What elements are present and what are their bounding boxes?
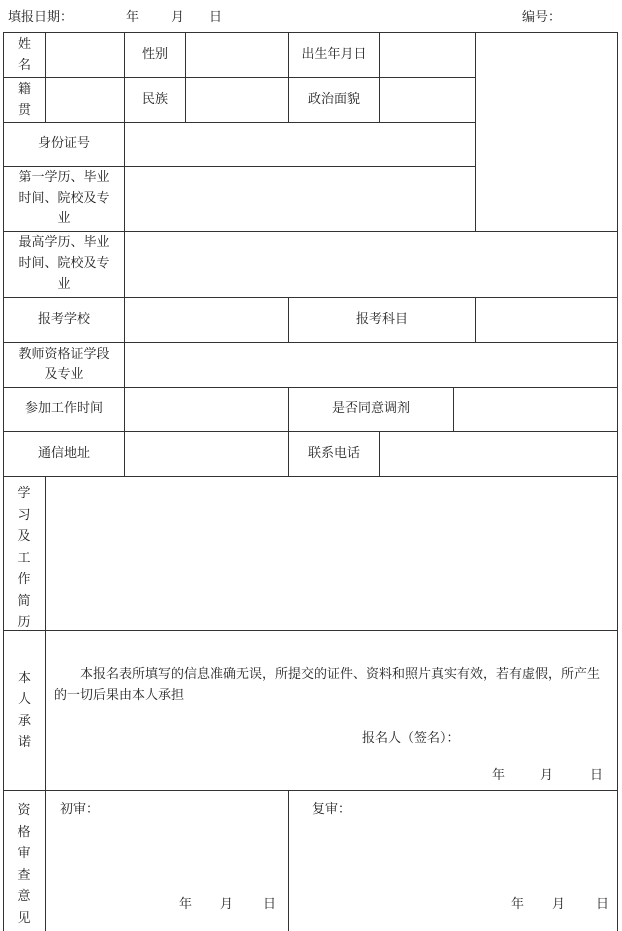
applied-subject-label-cell — [288, 297, 475, 342]
accept-transfer-label: 是否同意调剂 — [331, 401, 410, 417]
name-label-cell — [3, 32, 45, 77]
native-place-label: 籍贯 — [17, 81, 31, 118]
ethnicity-field[interactable] — [185, 77, 288, 122]
initial-review-cell[interactable] — [45, 790, 288, 931]
highest-education-field[interactable] — [124, 231, 618, 297]
political-status-label: 政治面貌 — [307, 91, 360, 107]
recheck-review-cell[interactable] — [288, 790, 618, 931]
political-status-field[interactable] — [379, 77, 475, 122]
address-field[interactable] — [124, 431, 288, 476]
first-education-label: 第一学历、毕业时间、院校及专业 — [18, 169, 110, 227]
teacher-cert-label: 教师资格证学段及专业 — [18, 346, 110, 382]
native-place-label-cell — [3, 77, 45, 122]
birth-label: 出生年月日 — [301, 46, 367, 62]
applied-school-label-cell — [3, 297, 124, 342]
work-start-label: 参加工作时间 — [24, 401, 103, 417]
teacher-cert-label-cell — [3, 342, 124, 387]
resume-label-cell — [3, 476, 45, 630]
work-start-field[interactable] — [124, 387, 288, 431]
applied-school-label: 报考学校 — [37, 311, 90, 327]
initial-review-day: 日 — [263, 897, 277, 912]
gender-label: 性别 — [141, 46, 168, 62]
applied-subject-field[interactable] — [475, 297, 618, 342]
resume-label: 学习及工作简历 — [17, 486, 31, 630]
name-label: 姓名 — [17, 36, 31, 73]
applied-school-field[interactable] — [124, 297, 288, 342]
name-field[interactable] — [45, 32, 124, 77]
recheck-review-label: 复审： — [312, 802, 352, 817]
highest-education-label-cell — [3, 231, 124, 297]
birth-field[interactable] — [379, 32, 475, 77]
review-label-cell — [3, 790, 45, 931]
political-status-label-cell — [288, 77, 379, 122]
header-day: 日 — [209, 10, 223, 25]
ethnicity-label-cell — [124, 77, 185, 122]
id-number-label: 身份证号 — [37, 136, 90, 152]
native-place-field[interactable] — [45, 77, 124, 122]
fill-date-label: 填报日期： — [8, 10, 74, 25]
gender-field[interactable] — [185, 32, 288, 77]
header-month: 月 — [171, 10, 185, 25]
first-education-field[interactable] — [124, 166, 475, 231]
resume-field[interactable] — [45, 476, 618, 630]
ethnicity-label: 民族 — [141, 91, 168, 107]
first-education-label-cell — [3, 166, 124, 231]
initial-review-month: 月 — [220, 897, 234, 912]
signature-label: 报名人（签名）： — [362, 731, 460, 746]
accept-transfer-label-cell — [288, 387, 453, 431]
applied-subject-label: 报考科目 — [355, 311, 408, 327]
commitment-statement: 本报名表所填写的信息准确无误，所提交的证件、资料和照片真实有效，若有虚假，所产生的一切后果由本人承担 — [54, 667, 601, 703]
teacher-cert-field[interactable] — [124, 342, 618, 387]
accept-transfer-field[interactable] — [453, 387, 618, 431]
commitment-day: 日 — [590, 768, 604, 783]
recheck-review-year: 年 — [511, 897, 525, 912]
gender-label-cell — [124, 32, 185, 77]
phone-label-cell — [288, 431, 379, 476]
header-year: 年 — [126, 10, 140, 25]
recheck-review-day: 日 — [596, 897, 610, 912]
recheck-review-month: 月 — [552, 897, 566, 912]
initial-review-label: 初审： — [60, 802, 100, 817]
photo-cell[interactable] — [475, 32, 618, 231]
id-number-label-cell — [3, 122, 124, 166]
commitment-label-cell — [3, 630, 45, 790]
highest-education-label: 最高学历、毕业时间、院校及专业 — [18, 235, 110, 292]
commitment-label: 本人承诺 — [17, 670, 31, 750]
phone-label: 联系电话 — [307, 445, 360, 461]
number-label: 编号： — [522, 10, 562, 25]
work-start-label-cell — [3, 387, 124, 431]
address-label: 通信地址 — [37, 445, 90, 461]
birth-label-cell — [288, 32, 379, 77]
review-label: 资格审查意见 — [17, 803, 31, 926]
phone-field[interactable] — [379, 431, 618, 476]
commitment-year: 年 — [492, 768, 506, 783]
commitment-month: 月 — [540, 768, 554, 783]
address-label-cell — [3, 431, 124, 476]
initial-review-year: 年 — [179, 897, 193, 912]
commitment-cell — [45, 630, 618, 790]
id-number-field[interactable] — [124, 122, 475, 166]
